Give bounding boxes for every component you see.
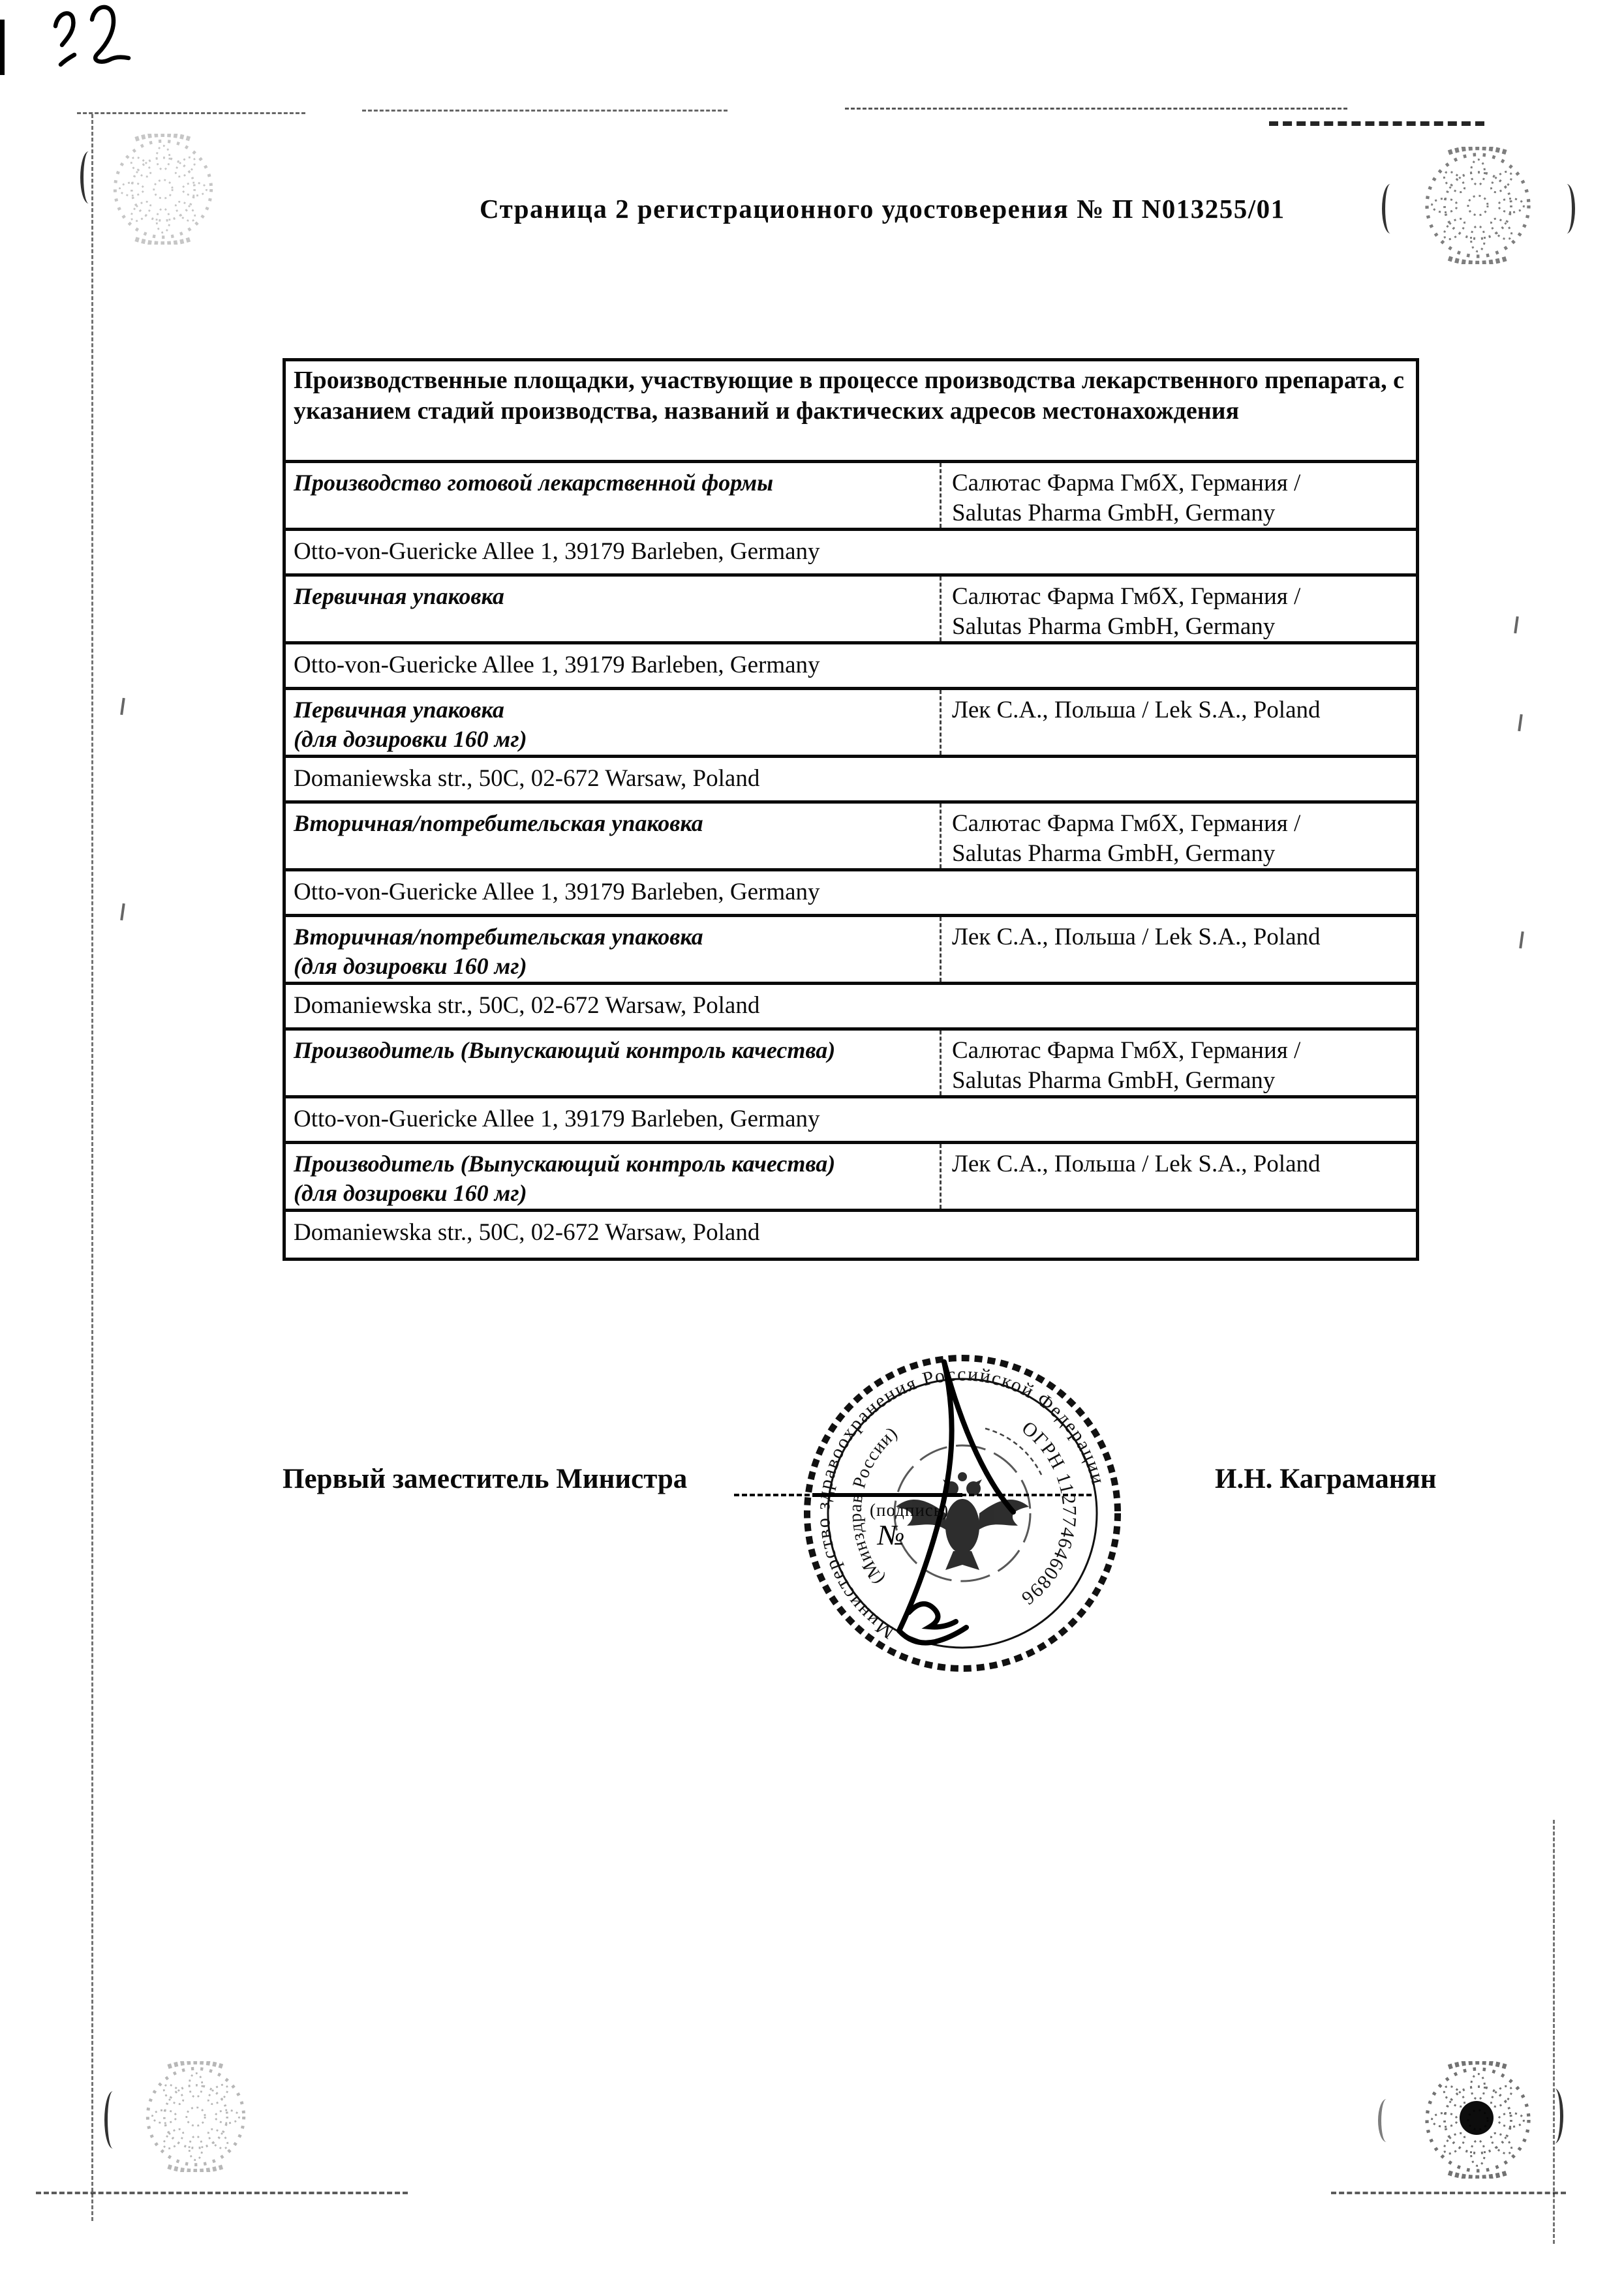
manufacturer-cell <box>940 917 1416 982</box>
table-row-address <box>286 985 1416 1031</box>
address-text: Otto-von-Guericke Allee 1, 39179 Barleben, Germany <box>294 538 820 565</box>
scan-noise-mark <box>1519 931 1524 948</box>
rosette-watermark-icon <box>140 2061 251 2172</box>
address-text: Domaniewska str., 50C, 02-672 Warsaw, Poland <box>294 765 760 792</box>
scan-noise-mark <box>120 698 125 715</box>
table-row-stage <box>286 463 1416 531</box>
stage-cell <box>286 463 940 528</box>
stage-label: Производитель (Выпускающий контроль качества) <box>294 1151 836 1177</box>
manufacturer-line: Salutas Pharma GmbH, Germany <box>952 500 1276 526</box>
bracket-mark <box>1382 184 1399 234</box>
table-row-address <box>286 871 1416 917</box>
frame-dash-bottom <box>1331 2192 1566 2194</box>
manufacturer-line: Лек С.А., Польша / Lek S.A., Poland <box>952 1151 1321 1177</box>
table-row-stage <box>286 1144 1416 1212</box>
page-title: Страница 2 регистрационного удостоверения № П N013255/01 <box>480 194 1285 224</box>
stage-cell <box>286 690 940 755</box>
manufacturer-cell <box>940 1031 1416 1095</box>
address-text: Domaniewska str., 50C, 02-672 Warsaw, Poland <box>294 1219 760 1246</box>
table-row-address <box>286 1098 1416 1144</box>
svg-text:ОГРН 1127746460896 <box>1017 1417 1080 1610</box>
rosette-watermark-icon <box>1419 147 1537 264</box>
table-row-address <box>286 531 1416 577</box>
manufacturer-line: Salutas Pharma GmbH, Germany <box>952 613 1276 640</box>
stage-cell <box>286 917 940 982</box>
address-text: Domaniewska str., 50C, 02-672 Warsaw, Poland <box>294 992 760 1019</box>
dosage-label: (для дозировки 160 мг) <box>294 726 527 752</box>
manufacturer-cell <box>940 577 1416 641</box>
scan-noise-mark <box>120 903 125 920</box>
ministry-seal <box>793 1344 1132 1683</box>
bracket-mark <box>1558 184 1575 234</box>
bracket-mark <box>80 151 97 204</box>
frame-dash-top <box>362 110 728 112</box>
eagle-emblem-icon <box>896 1472 1029 1570</box>
scan-noise-mark <box>1514 616 1519 633</box>
manufacturer-line: Salutas Pharma GmbH, Germany <box>952 1067 1276 1094</box>
stage-label: Первичная упаковка <box>294 697 504 723</box>
scan-edge-mark <box>0 20 5 75</box>
table-row-stage <box>286 690 1416 758</box>
signature-caption: (подпись) <box>870 1500 949 1520</box>
address-text: Otto-von-Guericke Allee 1, 39179 Barleben, Germany <box>294 652 820 678</box>
stage-label: Вторичная/потребительская упаковка <box>294 924 703 950</box>
signatory-name: И.Н. Каграманян <box>1215 1464 1437 1494</box>
manufacturer-line: Лек С.А., Польша / Lek S.A., Poland <box>952 697 1321 723</box>
seal-ogrn-text: ОГРН 1127746460896 <box>1017 1417 1080 1610</box>
stage-cell <box>286 577 940 641</box>
stage-label: Производитель (Выпускающий контроль качества) <box>294 1037 836 1063</box>
manufacturer-cell <box>940 1144 1416 1209</box>
manufacturer-line: Салютас Фарма ГмбХ, Германия / <box>952 583 1301 610</box>
rosette-watermark-icon <box>108 134 219 245</box>
manufacturer-cell <box>940 463 1416 528</box>
table-row-address <box>286 758 1416 804</box>
stage-cell <box>286 1031 940 1095</box>
manufacturing-sites-table <box>283 358 1419 1261</box>
seal-number-sign: № <box>878 1519 905 1551</box>
manufacturer-line: Салютас Фарма ГмбХ, Германия / <box>952 470 1301 496</box>
frame-dash-top-heavy <box>1269 121 1484 126</box>
table-row-stage <box>286 577 1416 644</box>
table-row-stage <box>286 917 1416 985</box>
manufacturer-line: Салютас Фарма ГмбХ, Германия / <box>952 1037 1301 1064</box>
signature-line <box>812 1493 962 1497</box>
frame-dash-top <box>845 108 1347 110</box>
scan-noise-mark <box>1518 714 1523 731</box>
table-row-stage <box>286 804 1416 871</box>
frame-dash-top <box>77 112 305 114</box>
address-text: Otto-von-Guericke Allee 1, 39179 Barleben, Germany <box>294 1106 820 1132</box>
frame-dash-bottom <box>36 2192 408 2194</box>
manufacturer-cell <box>940 804 1416 868</box>
manufacturer-line: Салютас Фарма ГмбХ, Германия / <box>952 810 1301 837</box>
manufacturer-line: Лек С.А., Польша / Lek S.A., Poland <box>952 924 1321 950</box>
table-row-stage <box>286 1031 1416 1098</box>
seal-inner-text: (Минздрав России) <box>845 1423 902 1588</box>
stage-label: Производство готовой лекарственной формы <box>294 470 774 496</box>
manufacturer-cell <box>940 690 1416 755</box>
handwritten-mark <box>36 0 173 88</box>
stage-label: Вторичная/потребительская упаковка <box>294 810 703 836</box>
frame-dash-left <box>91 114 93 2221</box>
dosage-label: (для дозировки 160 мг) <box>294 953 527 979</box>
dosage-label: (для дозировки 160 мг) <box>294 1180 527 1206</box>
bracket-mark <box>1546 2089 1563 2143</box>
ink-dot-mark <box>1460 2101 1494 2135</box>
seal-ring-text: Министерство здравоохранения Российской Федерации <box>812 1363 1110 1644</box>
bracket-mark <box>1378 2099 1395 2142</box>
table-row-address <box>286 644 1416 690</box>
bracket-mark <box>104 2091 121 2149</box>
manufacturer-line: Salutas Pharma GmbH, Germany <box>952 840 1276 867</box>
address-text: Otto-von-Guericke Allee 1, 39179 Barleben, Germany <box>294 879 820 905</box>
stage-cell <box>286 804 940 868</box>
table-header <box>286 361 1416 463</box>
table-header-text: Производственные площадки, участвующие в процессе производства лекарственного препарата, с указанием стадий производства, названий и фактических адресов местонахождения <box>294 367 1404 425</box>
stage-label: Первичная упаковка <box>294 583 504 609</box>
stage-cell <box>286 1144 940 1209</box>
frame-dash-right <box>1553 1820 1555 2244</box>
table-row-address <box>286 1212 1416 1258</box>
signature-position-label: Первый заместитель Министра <box>283 1464 688 1494</box>
